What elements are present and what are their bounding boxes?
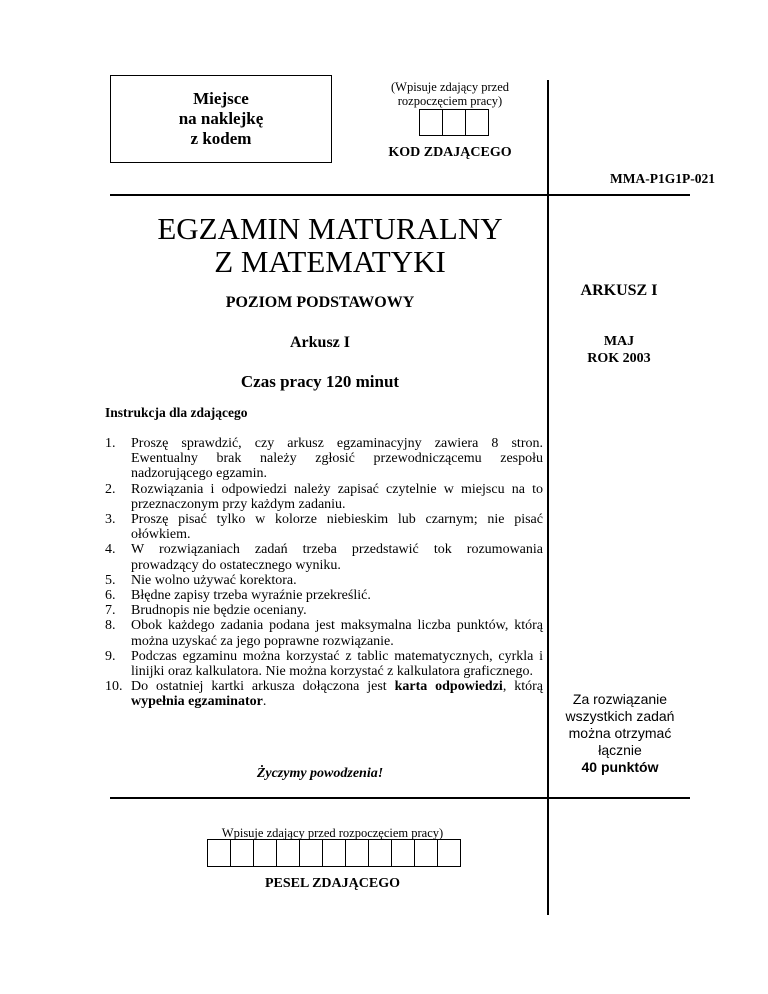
- instruction-item: 1. Proszę sprawdzić, czy arkusz egzaminacyjny zawiera 8 stron. Ewentualny brak należy zgłosić przewodniczącemu zespołu nadzorującego egzamin.: [105, 436, 543, 482]
- top-horizontal-rule: [110, 194, 690, 196]
- instruction-item: 7. Brudnopis nie będzie oceniany.: [105, 603, 307, 619]
- sheet-name: Arkusz I: [289, 334, 350, 351]
- sidebar-sheet: ARKUSZ I: [580, 282, 658, 299]
- instruction-item: 2. Rozwiązania i odpowiedzi należy zapisać czytelnie w miejscu na to przeznaczonym przy każdym zadaniu.: [105, 481, 543, 512]
- sticker-line: z kodem: [190, 129, 252, 148]
- vertical-divider: [547, 80, 549, 915]
- kod-digit-box[interactable]: [465, 109, 489, 136]
- pesel-instruction-note: Wpisuje zdający przed rozpoczęciem pracy): [221, 826, 444, 840]
- pesel-digit-box[interactable]: [322, 839, 346, 867]
- pesel-digit-box[interactable]: [276, 839, 300, 867]
- instruction-item: 10. Do ostatniej kartki arkusza dołączona jest karta odpowiedzi, którą wypełnia egzaminator.: [105, 679, 543, 710]
- exam-duration: Czas pracy 120 minut: [240, 372, 400, 391]
- kod-instruction-note: (Wpisuje zdający przed rozpoczęciem pracy): [391, 80, 509, 108]
- pesel-digit-box[interactable]: [368, 839, 392, 867]
- instruction-item: 3. Proszę pisać tylko w kolorze niebieskim lub czarnym; nie pisać ołówkiem.: [105, 512, 543, 543]
- points-line: można otrzymać: [568, 725, 672, 741]
- pesel-digit-box[interactable]: [391, 839, 415, 867]
- good-luck-message: Życzymy powodzenia!: [256, 766, 384, 781]
- exam-title: [110, 212, 550, 278]
- instructions-list: [105, 436, 543, 710]
- exam-year: ROK 2003: [587, 351, 651, 366]
- sticker-line: na naklejkę: [178, 109, 264, 128]
- pesel-digit-box[interactable]: [253, 839, 277, 867]
- exam-month: MAJ: [603, 334, 635, 349]
- exam-date: [550, 333, 688, 367]
- exam-level: POZIOM PODSTAWOWY: [225, 294, 415, 311]
- pesel-digit-box[interactable]: [414, 839, 438, 867]
- instruction-item: 5. Nie wolno używać korektora.: [105, 572, 297, 588]
- kod-digit-box[interactable]: [442, 109, 466, 136]
- instructions-heading: Instrukcja dla zdającego: [105, 405, 248, 420]
- pesel-digit-box[interactable]: [437, 839, 461, 867]
- sticker-line: Miejsce: [193, 89, 249, 108]
- instruction-item: 9. Podczas egzaminu można korzystać z tablic matematycznych, cyrkla i linijki oraz kalkulatora. Nie można korzystać z kalkulatora graficznego.: [105, 648, 543, 680]
- bottom-horizontal-rule: [110, 797, 690, 799]
- instruction-item: 6. Błędne zapisy trzeba wyraźnie przekreślić.: [105, 588, 371, 604]
- points-line: łącznie 40 punktów: [581, 742, 659, 775]
- exam-title-line: Z MATEMATYKI: [214, 244, 446, 279]
- instruction-item: 4. W rozwiązaniach zadań trzeba przedstawić tok rozumowania prowadzący do ostatecznego wyniku.: [105, 542, 543, 573]
- sticker-placeholder-box: [110, 75, 332, 163]
- kod-zdajacego-boxes[interactable]: [419, 109, 488, 136]
- kod-digit-box[interactable]: [419, 109, 443, 136]
- points-line: Za rozwiązanie: [572, 691, 668, 707]
- instruction-item: 8. Obok każdego zadania podana jest maksymalna liczba punktów, którą można uzyskać za jego poprawne rozwiązanie.: [105, 618, 543, 649]
- exam-title-line: EGZAMIN MATURALNY: [157, 211, 503, 246]
- pesel-digit-box[interactable]: [207, 839, 231, 867]
- pesel-digit-box[interactable]: [299, 839, 323, 867]
- points-total: 40 punktów: [581, 759, 659, 775]
- exam-code: MMA-P1G1P-021: [610, 171, 715, 186]
- kod-zdajacego-label: KOD ZDAJĄCEGO: [388, 145, 512, 160]
- max-points-note: [552, 691, 688, 776]
- points-line: wszystkich zadań: [565, 708, 675, 724]
- pesel-boxes[interactable]: [207, 839, 460, 867]
- pesel-digit-box[interactable]: [345, 839, 369, 867]
- pesel-digit-box[interactable]: [230, 839, 254, 867]
- pesel-label: PESEL ZDAJĄCEGO: [265, 876, 400, 891]
